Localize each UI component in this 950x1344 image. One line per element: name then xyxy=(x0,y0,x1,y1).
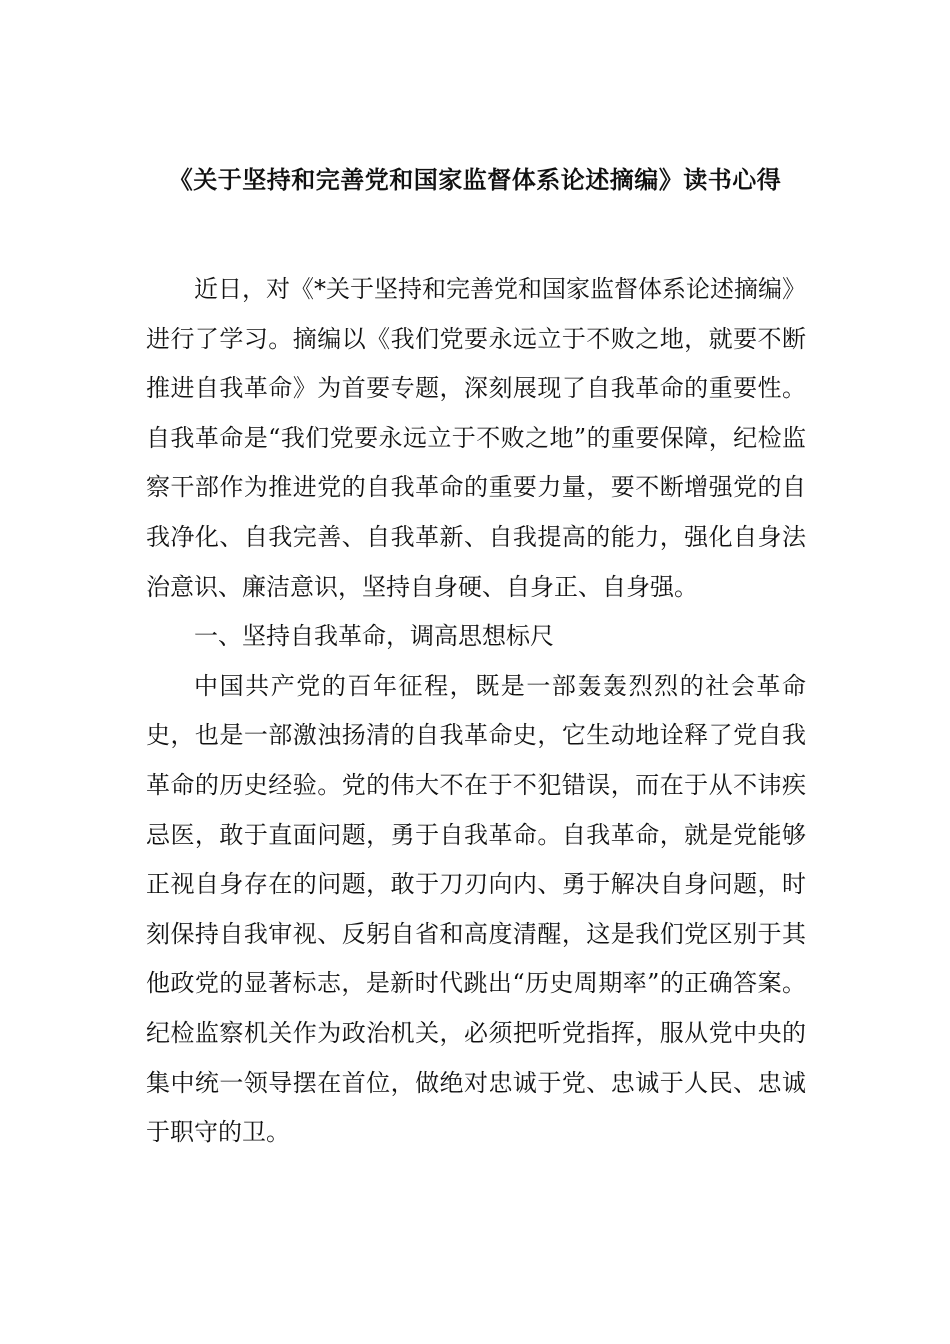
section-heading-1: 一、坚持自我革命，调高思想标尺 xyxy=(194,622,554,651)
paragraph-intro: 近日，对《*关于坚持和完善党和国家监督体系论述摘编》进行了学习。摘编以《我们党要永远立于不败之地，就要不断推进自我革命》为首要专题，深刻展现了自我革命的重要性。自我革命是“我们党要永远立于不败之地”的重要保障，纪检监察干部作为推进党的自我革命的重要力量，要不断增强党的自我净化、自我完善、自我革新、自我提高的能力，强化自身法治意识、廉洁意识，坚持自身硬、自身正、自身强。 xyxy=(146,275,806,601)
document-title: 《关于坚持和完善党和国家监督体系论述摘编》读书心得 xyxy=(168,165,782,194)
paragraph-section-1: 中国共产党的百年征程，既是一部轰轰烈烈的社会革命史，也是一部激浊扬清的自我革命史，它生动地诠释了党自我革命的历史经验。党的伟大不在于不犯错误，而在于从不讳疾忌医，敢于直面问题，勇于自我革命。自我革命，就是党能够正视自身存在的问题，敢于刀刃向内、勇于解决自身问题，时刻保持自我审视、反躬自省和高度清醒，这是我们党区别于其他政党的显著标志，是新时代跳出“历史周期率”的正确答案。纪检监察机关作为政治机关，必须把听党指挥，服从党中央的集中统一领导摆在首位，做绝对忠诚于党、忠诚于人民、忠诚于职守的卫。 xyxy=(146,671,806,1147)
document-body xyxy=(146,265,806,1158)
